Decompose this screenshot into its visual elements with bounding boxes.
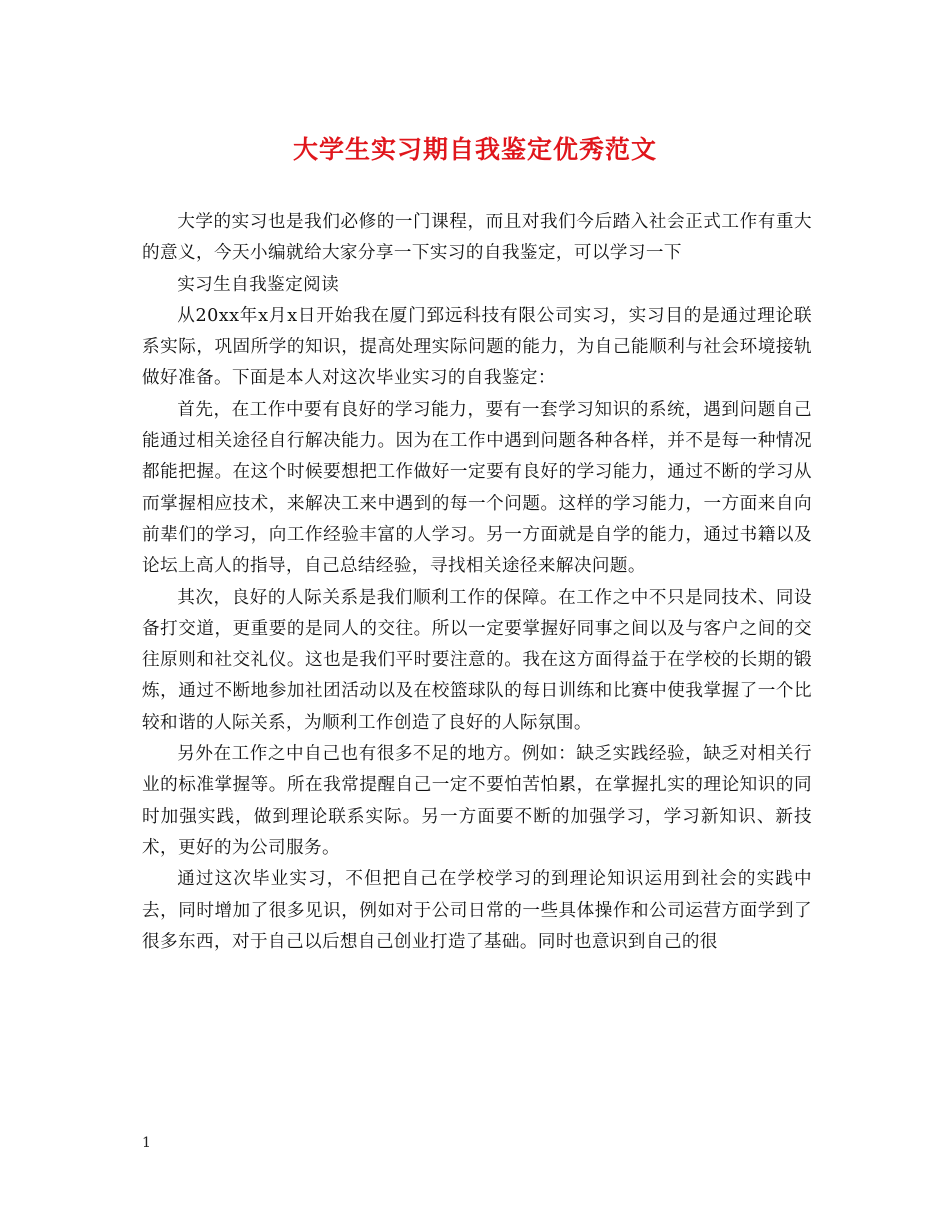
document-body bbox=[142, 207, 812, 958]
paragraph-conclusion: 通过这次毕业实习，不但把自己在学校学习的到理论知识运用到社会的实践中去，同时增加了很多见识，例如对于公司日常的一些具体操作和公司运营方面学到了很多东西，对于自己以后想自己创业打造了基础。同时也意识到自己的很 bbox=[142, 869, 812, 952]
paragraph-shortcomings: 另外在工作之中自己也有很多不足的地方。例如：缺乏实践经验，缺乏对相关行业的标准掌握等。所在我常提醒自己一定不要怕苦怕累，在掌握扎实的理论知识的同时加强实践，做到理论联系实际。另一方面要不断的加强学习，学习新知识、新技术，更好的为公司服务。 bbox=[142, 744, 812, 858]
paragraph-learning-ability: 首先，在工作中要有良好的学习能力，要有一套学习知识的系统，遇到问题自己能通过相关途径自行解决能力。因为在工作中遇到问题各种各样，并不是每一种情况都能把握。在这个时候要想把工作做好一定要有良好的学习能力，通过不断的学习从而掌握相应技术，来解决工来中遇到的每一个问题。这样的学习能力，一方面来自向前辈们的学习，向工作经验丰富的人学习。另一方面就是自学的能力，通过书籍以及论坛上高人的指导，自己总结经验，寻找相关途径来解决问题。 bbox=[142, 399, 812, 577]
paragraph-subheading: 实习生自我鉴定阅读 bbox=[177, 274, 340, 295]
paragraph-internship-start: 从20xx年x月x日开始我在厦门郅远科技有限公司实习，实习目的是通过理论联系实际，巩固所学的知识，提高处理实际问题的能力，为自己能顺利与社会环境接轨做好准备。下面是本人对这次毕业实习的自我鉴定： bbox=[142, 305, 812, 389]
paragraph-intro: 大学的实习也是我们必修的一门课程，而且对我们今后踏入社会正式工作有重大的意义，今天小编就给大家分享一下实习的自我鉴定，可以学习一下 bbox=[142, 212, 812, 264]
document-title: 大学生实习期自我鉴定优秀范文 bbox=[292, 135, 657, 164]
page-number: 1 bbox=[142, 1135, 151, 1151]
paragraph-relationships: 其次，良好的人际关系是我们顺利工作的保障。在工作之中不只是同技术、同设备打交道，更重要的是同人的交往。所以一定要掌握好同事之间以及与客户之间的交往原则和社交礼仪。这也是我们平时要注意的。我在这方面得益于在学校的长期的锻炼，通过不断地参加社团活动以及在校篮球队的每日训练和比赛中使我掌握了一个比较和谐的人际关系，为顺利工作创造了良好的人际氛围。 bbox=[142, 587, 812, 733]
